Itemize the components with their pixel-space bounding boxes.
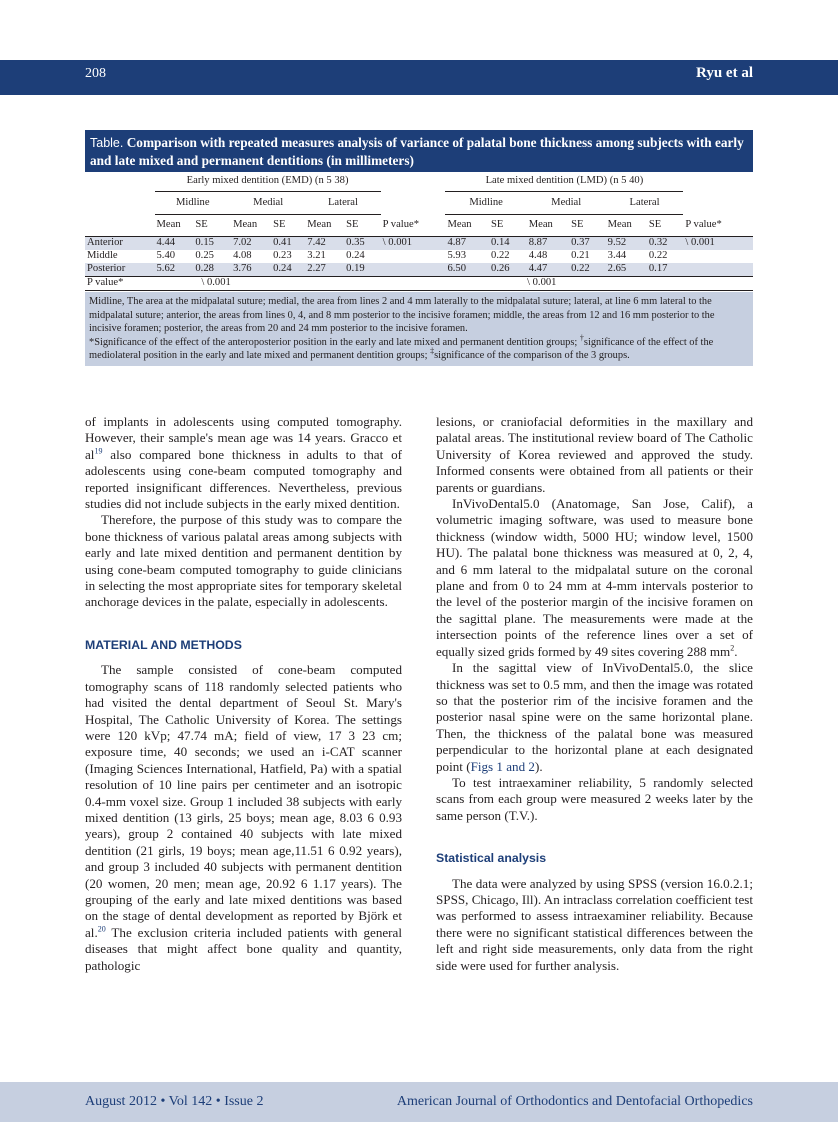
col-header-se: SE xyxy=(344,215,381,237)
col-header-mean: Mean xyxy=(305,215,344,237)
paragraph: In the sagittal view of InVivoDental5.0, the slice thickness was set to 0.5 mm, and then the image was rotated so that the posterior rim of the incisive foramen and the posterior nasal spine were on the same horizontal plane. Then, the thickness of the palatal bone was measured perpendicular to the horizontal plane at each designated point (Figs 1 and 2). xyxy=(436,660,753,774)
table-cell: 7.02 xyxy=(231,237,271,251)
running-footer xyxy=(0,1082,838,1122)
table-cell: \ 0.001 xyxy=(381,237,446,251)
table-title: Comparison with repeated measures analysis of variance of palatal bone thickness among subjects with early and late mixed and permanent dentitions (in millimeters) xyxy=(90,135,744,168)
sub-header-medial: Medial xyxy=(231,192,305,215)
text-column-left xyxy=(85,414,402,974)
table-cell: 0.35 xyxy=(344,237,381,251)
running-header xyxy=(0,60,838,95)
col-header-se: SE xyxy=(647,215,684,237)
col-header-mean: Mean xyxy=(445,215,489,237)
table-cell: \ 0.001 xyxy=(683,237,753,251)
issue-info: August 2012 • Vol 142 • Issue 2 xyxy=(85,1094,264,1109)
col-header-mean: Mean xyxy=(155,215,194,237)
col-header-se: SE xyxy=(569,215,606,237)
citation-link[interactable]: 20 xyxy=(97,924,106,934)
col-header-pvalue: P value* xyxy=(381,215,446,237)
journal-name: American Journal of Orthodontics and Dentofacial Orthopedics xyxy=(396,1094,753,1109)
section-heading: MATERIAL AND METHODS xyxy=(85,637,242,652)
table-cell: 4.47 xyxy=(527,263,569,277)
table-cell: 0.22 xyxy=(491,250,510,262)
table-cell: 0.22 xyxy=(648,250,668,262)
col-header-se: SE xyxy=(271,215,305,237)
table-cell xyxy=(683,263,753,277)
sub-header-midline: Midline xyxy=(445,192,526,215)
table-cell: 0.32 xyxy=(647,237,684,251)
table-cell: 0.37 xyxy=(569,237,606,251)
table-footnotes xyxy=(85,292,753,366)
running-author: Ryu et al xyxy=(696,65,753,81)
table-cell: 4.87 xyxy=(445,237,489,251)
sub-header-medial: Medial xyxy=(527,192,606,215)
table-cell: 0.22 xyxy=(569,263,606,277)
paragraph: lesions, or craniofacial deformities in the maxillary and palatal areas. The institutional review board of The Catholic University of Korea reviewed and approved the study. Informed consents were obtained from all patients or their parents or guardians. xyxy=(436,414,753,495)
table-cell: 0.21 xyxy=(571,250,590,262)
table-cell xyxy=(683,250,753,263)
table-note-abbreviations: Midline, The area at the midpalatal suture; medial, the area from lines 2 and 4 mm laterally to the midpalatal suture; lateral, at line 6 mm lateral to the midpalatal suture; anterior, the areas from lines 0, 4, and 8 mm posterior to the incisive foramen; middle, the areas from 12 and 16 mm posterior to the incisive foramen; posterior, the areas from 20 and 24 mm posterior to the incisive foramen. xyxy=(89,296,715,334)
table-cell: 9.52 xyxy=(606,237,647,251)
row-label: Middle xyxy=(87,250,118,262)
table-cell: 4.48 xyxy=(528,250,548,262)
table-cell: 0.15 xyxy=(193,237,231,251)
table-row xyxy=(85,250,753,263)
citation-link[interactable]: 19 xyxy=(94,446,103,456)
text-column-right xyxy=(436,414,753,974)
col-header-mean: Mean xyxy=(606,215,647,237)
table-cell: 2.27 xyxy=(305,263,344,277)
data-table xyxy=(85,172,753,291)
table-note-significance: *Significance of the effect of the anteroposterior position in the early and late mixed and permanent dentition groups; †significance of the effect of the mediolateral position in the early and late mixed and permanent dentition groups; ‡significance of the comparison of the 3 groups. xyxy=(89,333,714,361)
table-cell: 0.26 xyxy=(489,263,527,277)
col-header-mean: Mean xyxy=(527,215,569,237)
table-cell: 4.08 xyxy=(233,250,252,262)
table-cell: 3.44 xyxy=(607,250,627,262)
paragraph: To test intraexaminer reliability, 5 randomly selected scans from each group were measured 2 weeks later by the same person (T.V.). xyxy=(436,774,753,823)
table-cell: \ 0.001 xyxy=(193,277,305,291)
section-heading: Statistical analysis xyxy=(436,851,547,866)
table-cell: 0.19 xyxy=(344,263,381,277)
table-cell: \ 0.001 xyxy=(489,277,606,291)
col-header-se: SE xyxy=(489,215,527,237)
figure-link[interactable]: Figs 1 and 2 xyxy=(470,758,535,774)
paragraph: of implants in adolescents using computed tomography. However, their sample's mean age was 14 years. Gracco et al$^{19}$ also compared bone thickness in adults to that of adolescents using cone-beam computed tomography and reported insignificant differences. Nevertheless, previous studies did not include subjects in the early mixed dentition. xyxy=(85,414,402,512)
paragraph: InVivoDental5.0 (Anatomage, San Jose, Calif), a volumetric imaging software, was used to measure bone thickness (window width, 5000 HU; window level, 1500 HU). The palatal bone thickness was measured at 0, 2, 4, and 6 mm lateral to the midpalatal suture on the coronal plane and from 0 to 24 mm at 4-mm intervals posterior to the level of the posterior margin of the incisive foramen on the sagittal plane. The measurements were made at the intersection points of the reference lines over a set of equally sized grids formed by 49 sites covering 288 $mm^2$. xyxy=(436,496,753,659)
row-label: Posterior xyxy=(85,263,155,277)
table-caption xyxy=(85,130,753,172)
sub-header-lateral: Lateral xyxy=(606,192,684,215)
paragraph: The data were analyzed by using SPSS (version 16.0.2.1; SPSS, Chicago, Ill). An intraclass correlation coefficient test was performed to assess intraexaminer reliability. Because there were no significant statistical differences between the left and right side measurements, only data from the right side were used for further analysis. xyxy=(436,875,753,973)
table-cell: 0.28 xyxy=(193,263,231,277)
page-number: 208 xyxy=(85,66,106,81)
table-label: Table. xyxy=(90,136,124,150)
table-cell: 7.42 xyxy=(305,237,344,251)
table-cell: 0.17 xyxy=(647,263,684,277)
sub-header-lateral: Lateral xyxy=(305,192,380,215)
table-container xyxy=(85,130,753,366)
table-cell: 5.62 xyxy=(155,263,194,277)
table-cell: 3.76 xyxy=(231,263,271,277)
table-cell: 0.25 xyxy=(195,250,214,262)
table-row xyxy=(85,237,753,251)
group-header-lmd: Late mixed dentition (LMD) (n 5 40) xyxy=(445,172,683,192)
group-header-emd: Early mixed dentition (EMD) (n 5 38) xyxy=(155,172,381,192)
table-cell: 0.24 xyxy=(271,263,305,277)
pvalue-row xyxy=(85,277,753,291)
table-cell: 6.50 xyxy=(445,263,489,277)
paragraph: The sample consisted of cone-beam computed tomography scans of 118 randomly selected patients who had visited the dental department of Seoul St. Mary's Hospital, The Catholic University of Korea. The settings were 120 kVp; 47.74 mA; field of view, 17 3 23 cm; exposure time, 40 seconds; we used an i-CAT scanner (Imaging Sciences International, Hatfield, Pa) with a spatial resolution of 10 line pairs per centimeter and an isotropic 0.4-mm voxel size. Group 1 included 38 subjects with early mixed dentition (13 girls, 25 boys; mean age, 8.03 6 0.93 years), group 2 contained 40 subjects with late mixed dentition (21 girls, 19 boys; mean age,11.51 6 0.92 years), and group 3 included 40 subjects with permanent dentition (20 women, 20 men; mean age, 20.92 6 1.17 years). The grouping of the early and late mixed dentitions was based on the stage of dental development as reported by Bjӧrk et al.$^{20}$ The exclusion criteria included patients with general diseases that might affect bone quality and quantity, pathologic xyxy=(85,662,402,973)
table-cell: 0.24 xyxy=(346,250,365,262)
table-cell: 8.87 xyxy=(527,237,569,251)
table-cell xyxy=(381,250,446,263)
table-cell: 5.40 xyxy=(156,250,176,262)
row-label: P value* xyxy=(85,277,155,291)
table-cell: 0.14 xyxy=(489,237,527,251)
paragraph: Therefore, the purpose of this study was to compare the bone thickness of various palatal areas among subjects with early and late mixed dentition and permanent dentition by using cone-beam computed tomography to guide clinicians in selecting the most appropriate sites for temporary skeletal anchorage devices in the palate, especially in adolescents. xyxy=(85,512,402,610)
table-cell: 2.65 xyxy=(606,263,647,277)
row-label: Anterior xyxy=(85,237,155,251)
table-cell: 5.93 xyxy=(447,250,466,262)
col-header-se: SE xyxy=(193,215,231,237)
sub-header-midline: Midline xyxy=(155,192,232,215)
table-cell: 4.44 xyxy=(155,237,194,251)
col-header-mean: Mean xyxy=(231,215,271,237)
col-header-pvalue: P value* xyxy=(683,215,753,237)
table-row xyxy=(85,263,753,277)
table-cell xyxy=(381,263,446,277)
table-cell: 0.41 xyxy=(271,237,305,251)
table-cell: 0.23 xyxy=(273,250,292,262)
table-cell: 3.21 xyxy=(307,250,326,262)
